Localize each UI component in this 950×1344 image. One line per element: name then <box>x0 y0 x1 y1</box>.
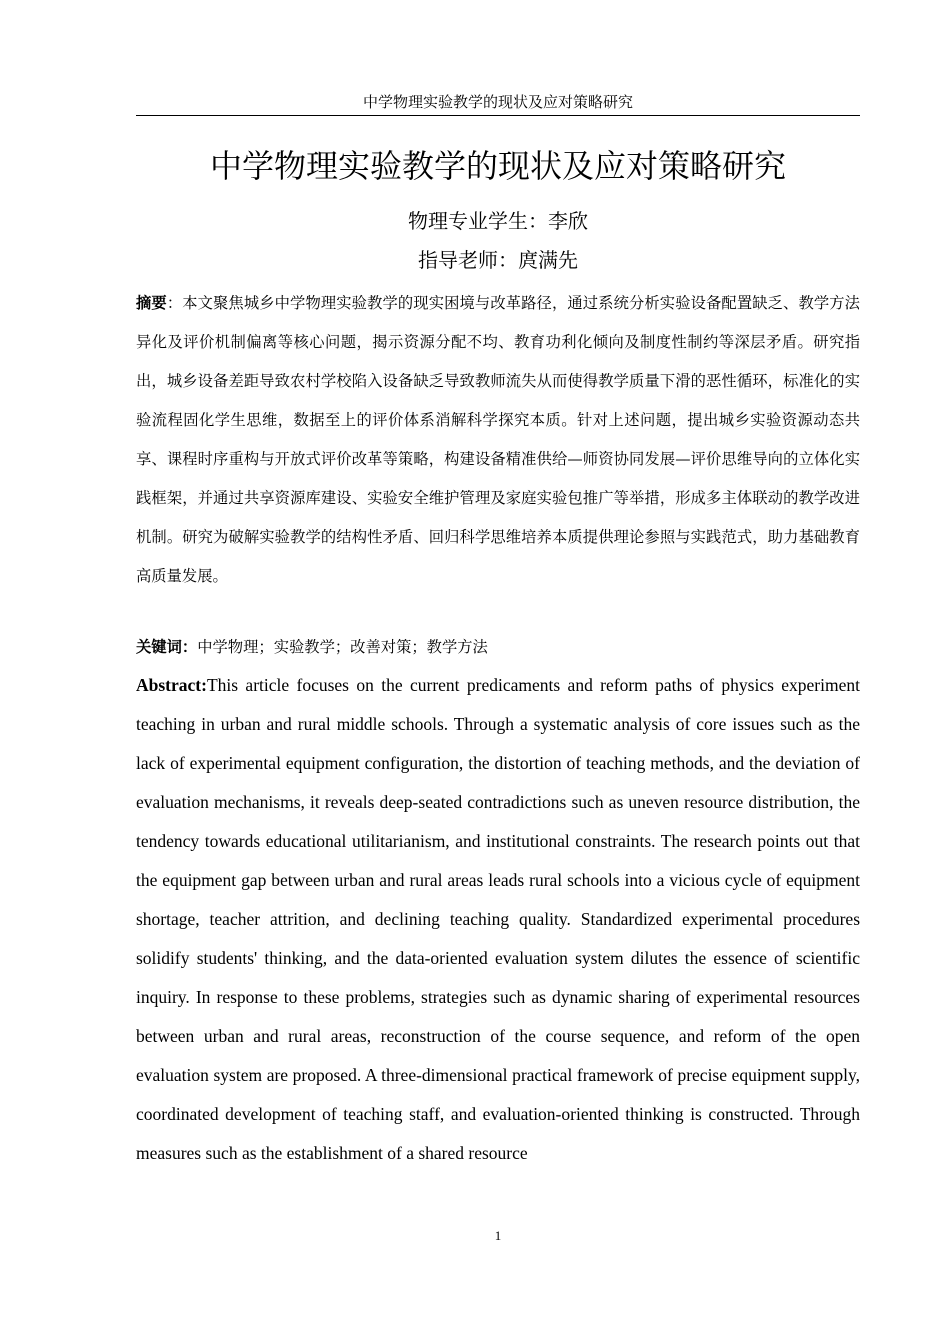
keywords-label: 关键词： <box>136 638 198 656</box>
keywords-text: 中学物理；实验教学；改善对策；教学方法 <box>197 638 488 656</box>
keywords <box>136 632 860 662</box>
abstract-en-label: Abstract: <box>136 675 207 695</box>
page-number: 1 <box>494 1228 502 1243</box>
abstract-en-text: This article focuses on the current predicaments and reform paths of physics experiment teaching in urban and rural middle schools. Through a systematic analysis of core issues such as the lack of experimental equipment configuration, the distortion of teaching methods, and the deviation of evaluation mechanisms, it reveals deep-seated contradictions such as uneven resource distribution, the tendency towards educational utilitarianism, and institutional constraints. The research points out that the equipment gap between urban and rural areas leads rural schools into a vicious cycle of equipment shortage, teacher attrition, and declining teaching quality. Standardized experimental procedures solidify students' thinking, and the data-oriented evaluation system dilutes the essence of scientific inquiry. In response to these problems, strategies such as dynamic sharing of experimental resources between urban and rural areas, reconstruction of the course sequence, and reform of the open evaluation system are proposed. A three-dimensional practical framework of precise equipment supply, coordinated development of teaching staff, and evaluation-oriented thinking is constructed. Through measures such as the establishment of a shared resource <box>136 675 860 1163</box>
running-header: 中学物理实验教学的现状及应对策略研究 <box>136 92 860 116</box>
abstract-zh <box>136 284 860 596</box>
author-student: 物理专业学生：李欣 <box>408 209 588 233</box>
author-advisor: 指导老师：庹满先 <box>418 248 578 272</box>
abstract-zh-text: ：本文聚焦城乡中学物理实验教学的现实困境与改革路径，通过系统分析实验设备配置缺乏、教学方法异化及评价机制偏离等核心问题，揭示资源分配不均、教育功利化倾向及制度性制约等深层矛盾。研究指出，城乡设备差距导致农村学校陷入设备缺乏导致教师流失从而使得教学质量下滑的恶性循环，标准化的实验流程固化学生思维，数据至上的评价体系消解科学探究本质。针对上述问题，提出城乡实验资源动态共享、课程时序重构与开放式评价改革等策略，构建设备精准供给—师资协同发展—评价思维导向的立体化实践框架，并通过共享资源库建设、实验安全维护管理及家庭实验包推广等举措，形成多主体联动的教学改进机制。研究为破解实验教学的结构性矛盾、回归科学思维培养本质提供理论参照与实践范式，助力基础教育高质量发展。 <box>136 294 860 585</box>
paper-title: 中学物理实验教学的现状及应对策略研究 <box>209 147 786 185</box>
abstract-en <box>136 666 860 1173</box>
abstract-zh-label: 摘要 <box>136 294 167 312</box>
